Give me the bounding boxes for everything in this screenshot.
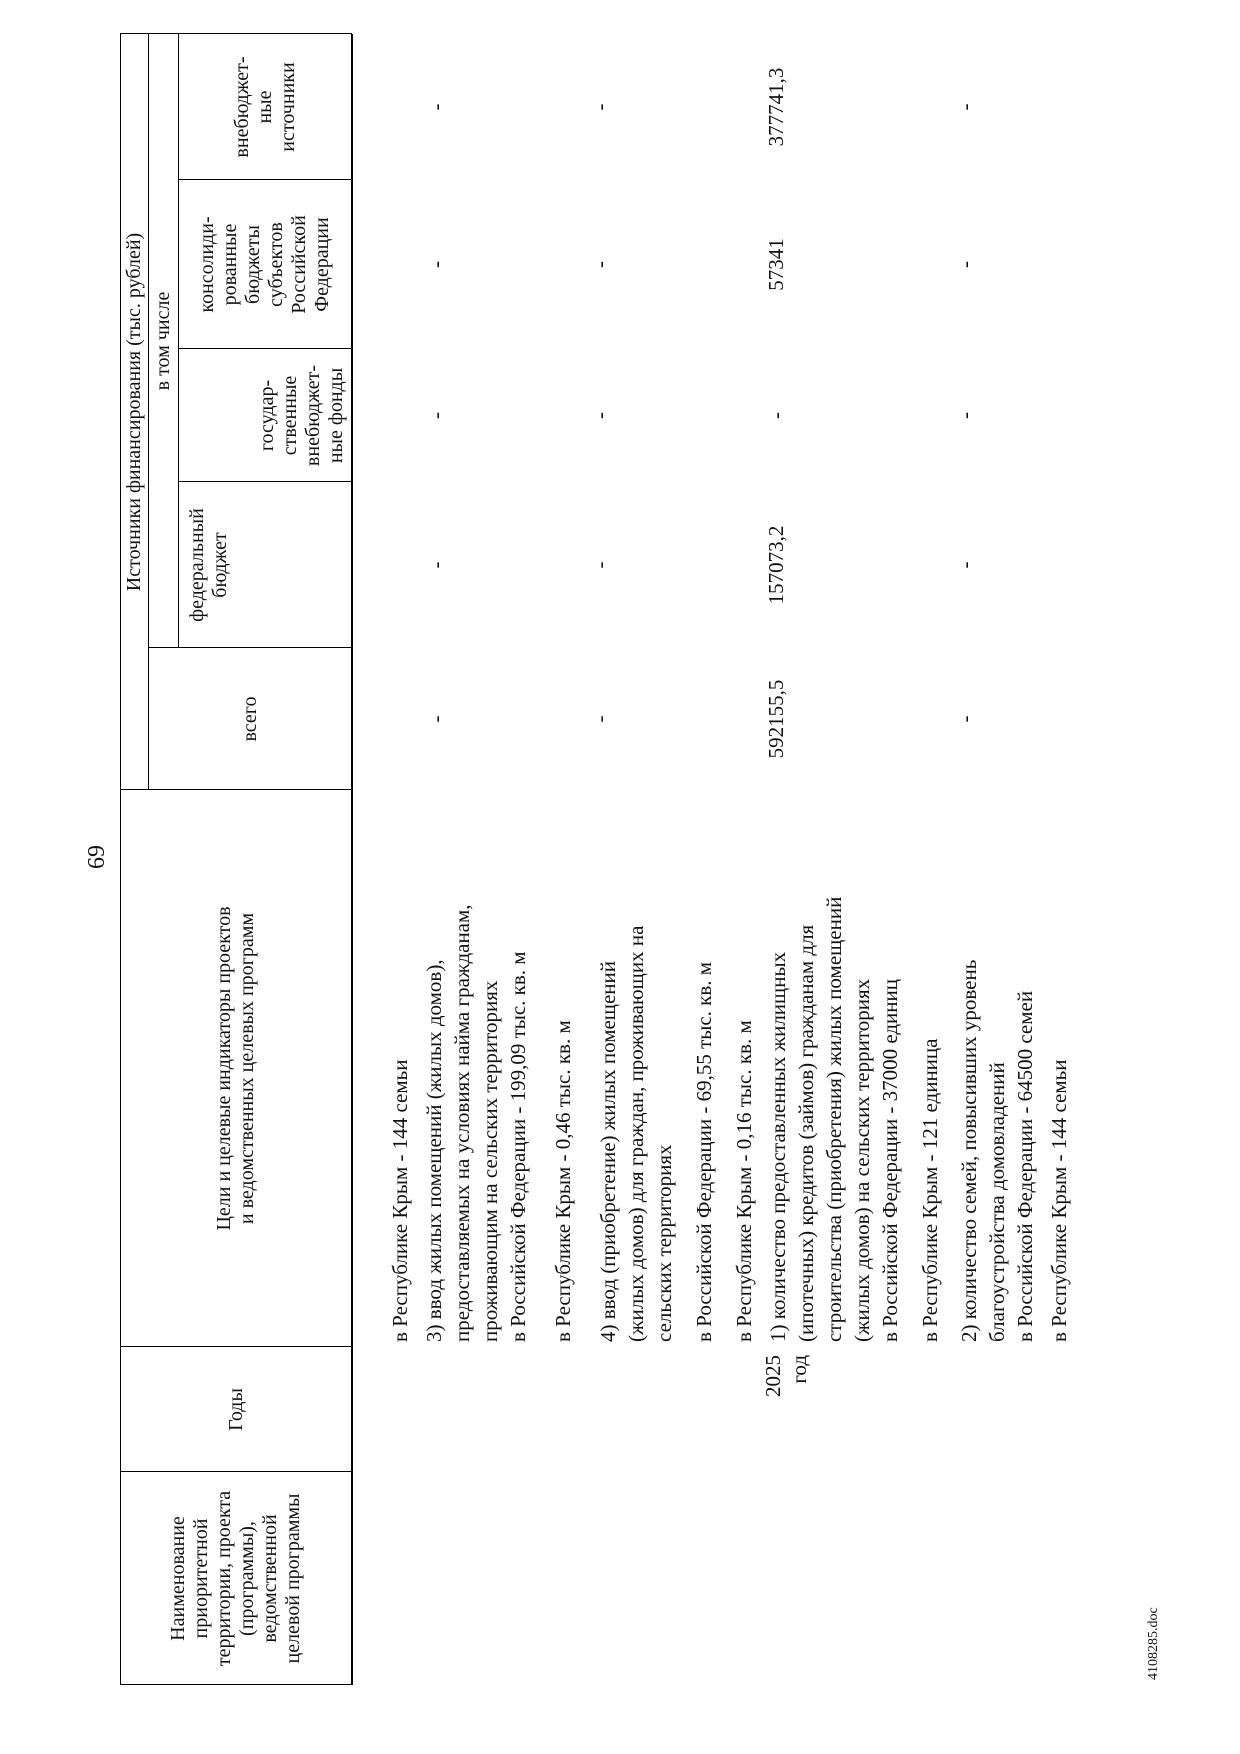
goal-line: (жилых домов) для граждан, проживающих на	[624, 925, 648, 1342]
value-state-funds: -	[953, 412, 977, 419]
header-line: Наименование	[167, 1516, 189, 1641]
goal-line: сельских территориях	[652, 1144, 676, 1342]
header-line: Российской	[288, 215, 310, 314]
value-extrabudget: 377741,3	[764, 67, 788, 147]
header-line: целевой программы	[282, 1493, 304, 1664]
header-years-column: Годы	[224, 1388, 247, 1431]
value-federal: -	[588, 561, 612, 569]
document-footer-filename: 4108285.doc	[1146, 1607, 1161, 1680]
goal-line: в Республике Крым - 144 семьи	[388, 1059, 412, 1342]
value-total: -	[588, 715, 612, 723]
header-line: Цели и целевые индикаторы проектов	[213, 906, 235, 1231]
goal-line: строительства (приобретения) жилых помещений	[822, 896, 846, 1342]
value-extrabudget: -	[424, 103, 448, 111]
value-state-funds: -	[588, 412, 612, 419]
goal-line: 2) количество семей, повысивших уровень	[957, 959, 981, 1342]
goal-item	[690, 782, 718, 1342]
value-state-funds: -	[764, 412, 788, 419]
year-2025	[760, 1347, 812, 1472]
header-line: государ-	[256, 379, 278, 452]
goal-line: 1) количество предоставленных жилищных	[766, 951, 790, 1342]
value-extrabudget: -	[953, 103, 977, 111]
goal-line: в Российской Федерации - 69,55 тыс. кв. м	[692, 961, 716, 1342]
header-line: приоритетной	[190, 1518, 212, 1639]
goal-line: в Республике Крым - 0,16 тыс. кв. м	[732, 1020, 756, 1342]
header-line: (программы),	[236, 1521, 258, 1636]
header-line: бюджет	[209, 532, 231, 598]
header-line: консолиди-	[196, 216, 218, 313]
goal-item	[730, 782, 758, 1342]
header-line: ные фонды	[325, 367, 347, 464]
header-line: ведомственной	[259, 1514, 281, 1643]
goal-line: (ипотечных) кредитов (займов) гражданам для	[794, 924, 818, 1342]
header-name-column	[120, 1472, 352, 1685]
header-state-funds	[178, 349, 352, 482]
goal-line: 4) ввод (приобретение) жилых помещений	[596, 960, 620, 1342]
goal-line: (жилых домов) на сельских территориях	[850, 978, 874, 1342]
year-unit: год	[787, 1355, 811, 1384]
header-including: в том числе	[151, 291, 174, 391]
header-line: внебюджет-	[302, 364, 324, 467]
goal-item	[1045, 782, 1073, 1342]
goal-item	[955, 782, 1039, 1342]
header-line: ные	[253, 90, 276, 124]
header-line: внебюджет-	[230, 56, 253, 158]
header-consolidated-budgets	[178, 180, 352, 349]
value-federal: -	[953, 561, 977, 569]
header-line: Федерации	[311, 217, 333, 312]
value-total: 592155,5	[764, 679, 788, 759]
goal-line: в Российской Федерации - 37000 единиц	[878, 978, 902, 1342]
goal-line: в Республике Крым - 121 единица	[918, 1038, 942, 1342]
goal-line: предоставляемых на условиях найма гражданам,	[450, 904, 474, 1342]
header-extrabudget-sources	[178, 34, 352, 180]
goal-line: проживающим на сельских территориях	[478, 980, 502, 1342]
value-consolidated: 57341	[764, 238, 788, 291]
value-state-funds: -	[424, 412, 448, 419]
goal-item	[386, 782, 414, 1342]
value-total: -	[424, 715, 448, 723]
header-total: всего	[238, 696, 261, 742]
header-line: федеральный	[186, 508, 208, 622]
goal-item	[764, 782, 904, 1342]
header-line: рованные	[219, 223, 241, 306]
header-line: территории, проекта	[213, 1490, 235, 1667]
value-consolidated: -	[424, 261, 448, 268]
header-line: бюджеты	[242, 225, 264, 304]
value-consolidated: -	[953, 261, 977, 268]
header-goals-column	[120, 790, 352, 1347]
value-consolidated: -	[588, 261, 612, 268]
goal-item	[549, 782, 577, 1342]
goal-line: 3) ввод жилых помещений (жилых домов),	[422, 959, 446, 1342]
goal-line: в Российской Федерации - 199,09 тыс. кв. м	[506, 951, 530, 1342]
goal-line: в Республике Крым - 144 семьи	[1047, 1059, 1071, 1342]
goal-line: в Российской Федерации - 64500 семей	[1013, 990, 1037, 1342]
page-number: 69	[84, 845, 110, 869]
goal-line: в Республике Крым - 0,46 тыс. кв. м	[551, 1020, 575, 1342]
goal-line: благоустройства домовладений	[985, 1062, 1009, 1342]
year-value: 2025	[761, 1355, 785, 1397]
value-federal: -	[424, 561, 448, 569]
header-line: субъектов	[265, 222, 287, 307]
header-federal-budget	[178, 482, 352, 648]
header-line: источники	[276, 62, 299, 152]
goal-item	[420, 782, 532, 1342]
goal-item	[594, 782, 678, 1342]
value-total: -	[953, 715, 977, 723]
header-funding-title: Источники финансирования (тыс. рублей)	[122, 232, 145, 592]
header-line: и ведомственных целевых программ	[236, 912, 258, 1225]
value-federal: 157073,2	[764, 525, 788, 605]
value-extrabudget: -	[588, 103, 612, 111]
goal-item	[916, 782, 944, 1342]
header-line: ственные	[279, 375, 301, 456]
